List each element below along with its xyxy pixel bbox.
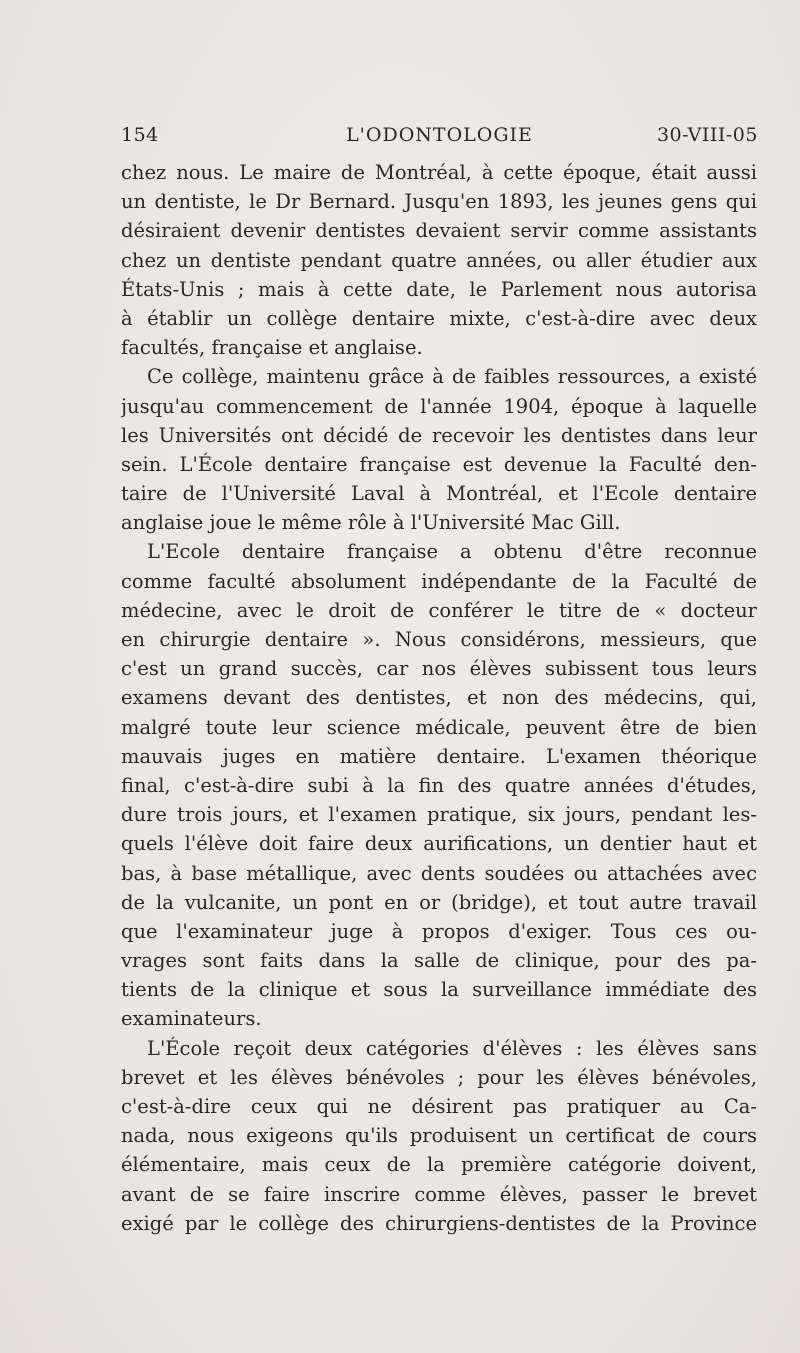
text-line: sein. L'École dentaire française est devenue la Faculté den- <box>121 452 757 476</box>
text-line: examinateurs. <box>121 1007 262 1031</box>
text-line: c'est-à-dire ceux qui ne désirent pas pratiquer au Ca- <box>121 1095 757 1118</box>
text-line: que l'examinateur juge à propos d'exiger. Tous ces ou- <box>121 919 757 943</box>
text-line: États-Unis ; mais à cette date, le Parlement nous autorisa <box>121 277 757 301</box>
body-text <box>121 158 757 1238</box>
text-line: final, c'est-à-dire subi à la fin des quatre années d'études, <box>121 773 757 797</box>
journal-title: L'ODONTOLOGIE <box>346 124 533 146</box>
text-line: chez un dentiste pendant quatre années, ou aller étudier aux <box>121 248 757 272</box>
text-line: à établir un collège dentaire mixte, c'est-à-dire avec deux <box>121 306 757 330</box>
text-line: Ce collège, maintenu grâce à de faibles ressources, a existé <box>147 365 757 389</box>
text-line: examens devant des dentistes, et non des médecins, qui, <box>121 686 757 710</box>
text-line: dure trois jours, et l'examen pratique, six jours, pendant les- <box>121 803 757 827</box>
text-line: jusqu'au commencement de l'année 1904, époque à laquelle <box>121 394 757 418</box>
text-line: taire de l'Université Laval à Montréal, et l'Ecole dentaire <box>121 482 757 506</box>
text-line: mauvais juges en matière dentaire. L'examen théorique <box>121 744 757 768</box>
text-line: tients de la clinique et sous la surveillance immédiate des <box>121 978 757 1002</box>
text-line: bas, à base métallique, avec dents soudées ou attachées avec <box>121 861 757 885</box>
text-line: de la vulcanite, un pont en or (bridge), et tout autre travail <box>121 890 757 914</box>
text-line: c'est un grand succès, car nos élèves subissent tous leurs <box>121 657 757 681</box>
text-line: L'École reçoit deux catégories d'élèves : les élèves sans <box>147 1036 757 1060</box>
text-line: L'Ecole dentaire française a obtenu d'être reconnue <box>147 540 757 564</box>
text-line: anglaise joue le même rôle à l'Université Mac Gill. <box>121 511 621 535</box>
text-line: facultés, française et anglaise. <box>121 336 423 360</box>
running-header <box>121 124 758 152</box>
text-line: médecine, avec le droit de conférer le titre de « docteur <box>121 598 757 622</box>
text-line: brevet et les élèves bénévoles ; pour les élèves bénévoles, <box>121 1065 757 1089</box>
text-line: nada, nous exigeons qu'ils produisent un certificat de cours <box>121 1124 757 1148</box>
text-line: malgré toute leur science médicale, peuvent être de bien <box>121 715 757 739</box>
text-line: en chirurgie dentaire ». Nous considérons, messieurs, que <box>121 628 757 651</box>
text-line: avant de se faire inscrire comme élèves, passer le brevet <box>121 1182 757 1206</box>
text-line: un dentiste, le Dr Bernard. Jusqu'en 1893, les jeunes gens qui <box>121 190 757 214</box>
text-line: désiraient devenir dentistes devaient servir comme assistants <box>121 219 757 243</box>
text-line: élémentaire, mais ceux de la première catégorie doivent, <box>121 1153 757 1177</box>
text-line: chez nous. Le maire de Montréal, à cette époque, était aussi <box>121 161 757 184</box>
text-line: comme faculté absolument indépendante de la Faculté de <box>121 569 757 593</box>
text-line: quels l'élève doit faire deux aurifications, un dentier haut et <box>121 832 757 856</box>
text-line: vrages sont faits dans la salle de clinique, pour des pa- <box>121 949 757 973</box>
text-line: exigé par le collège des chirurgiens-dentistes de la Province <box>121 1211 757 1235</box>
issue-date: 30-VIII-05 <box>656 124 758 146</box>
text-line: les Universités ont décidé de recevoir les dentistes dans leur <box>121 423 757 447</box>
page-number: 154 <box>121 124 159 146</box>
